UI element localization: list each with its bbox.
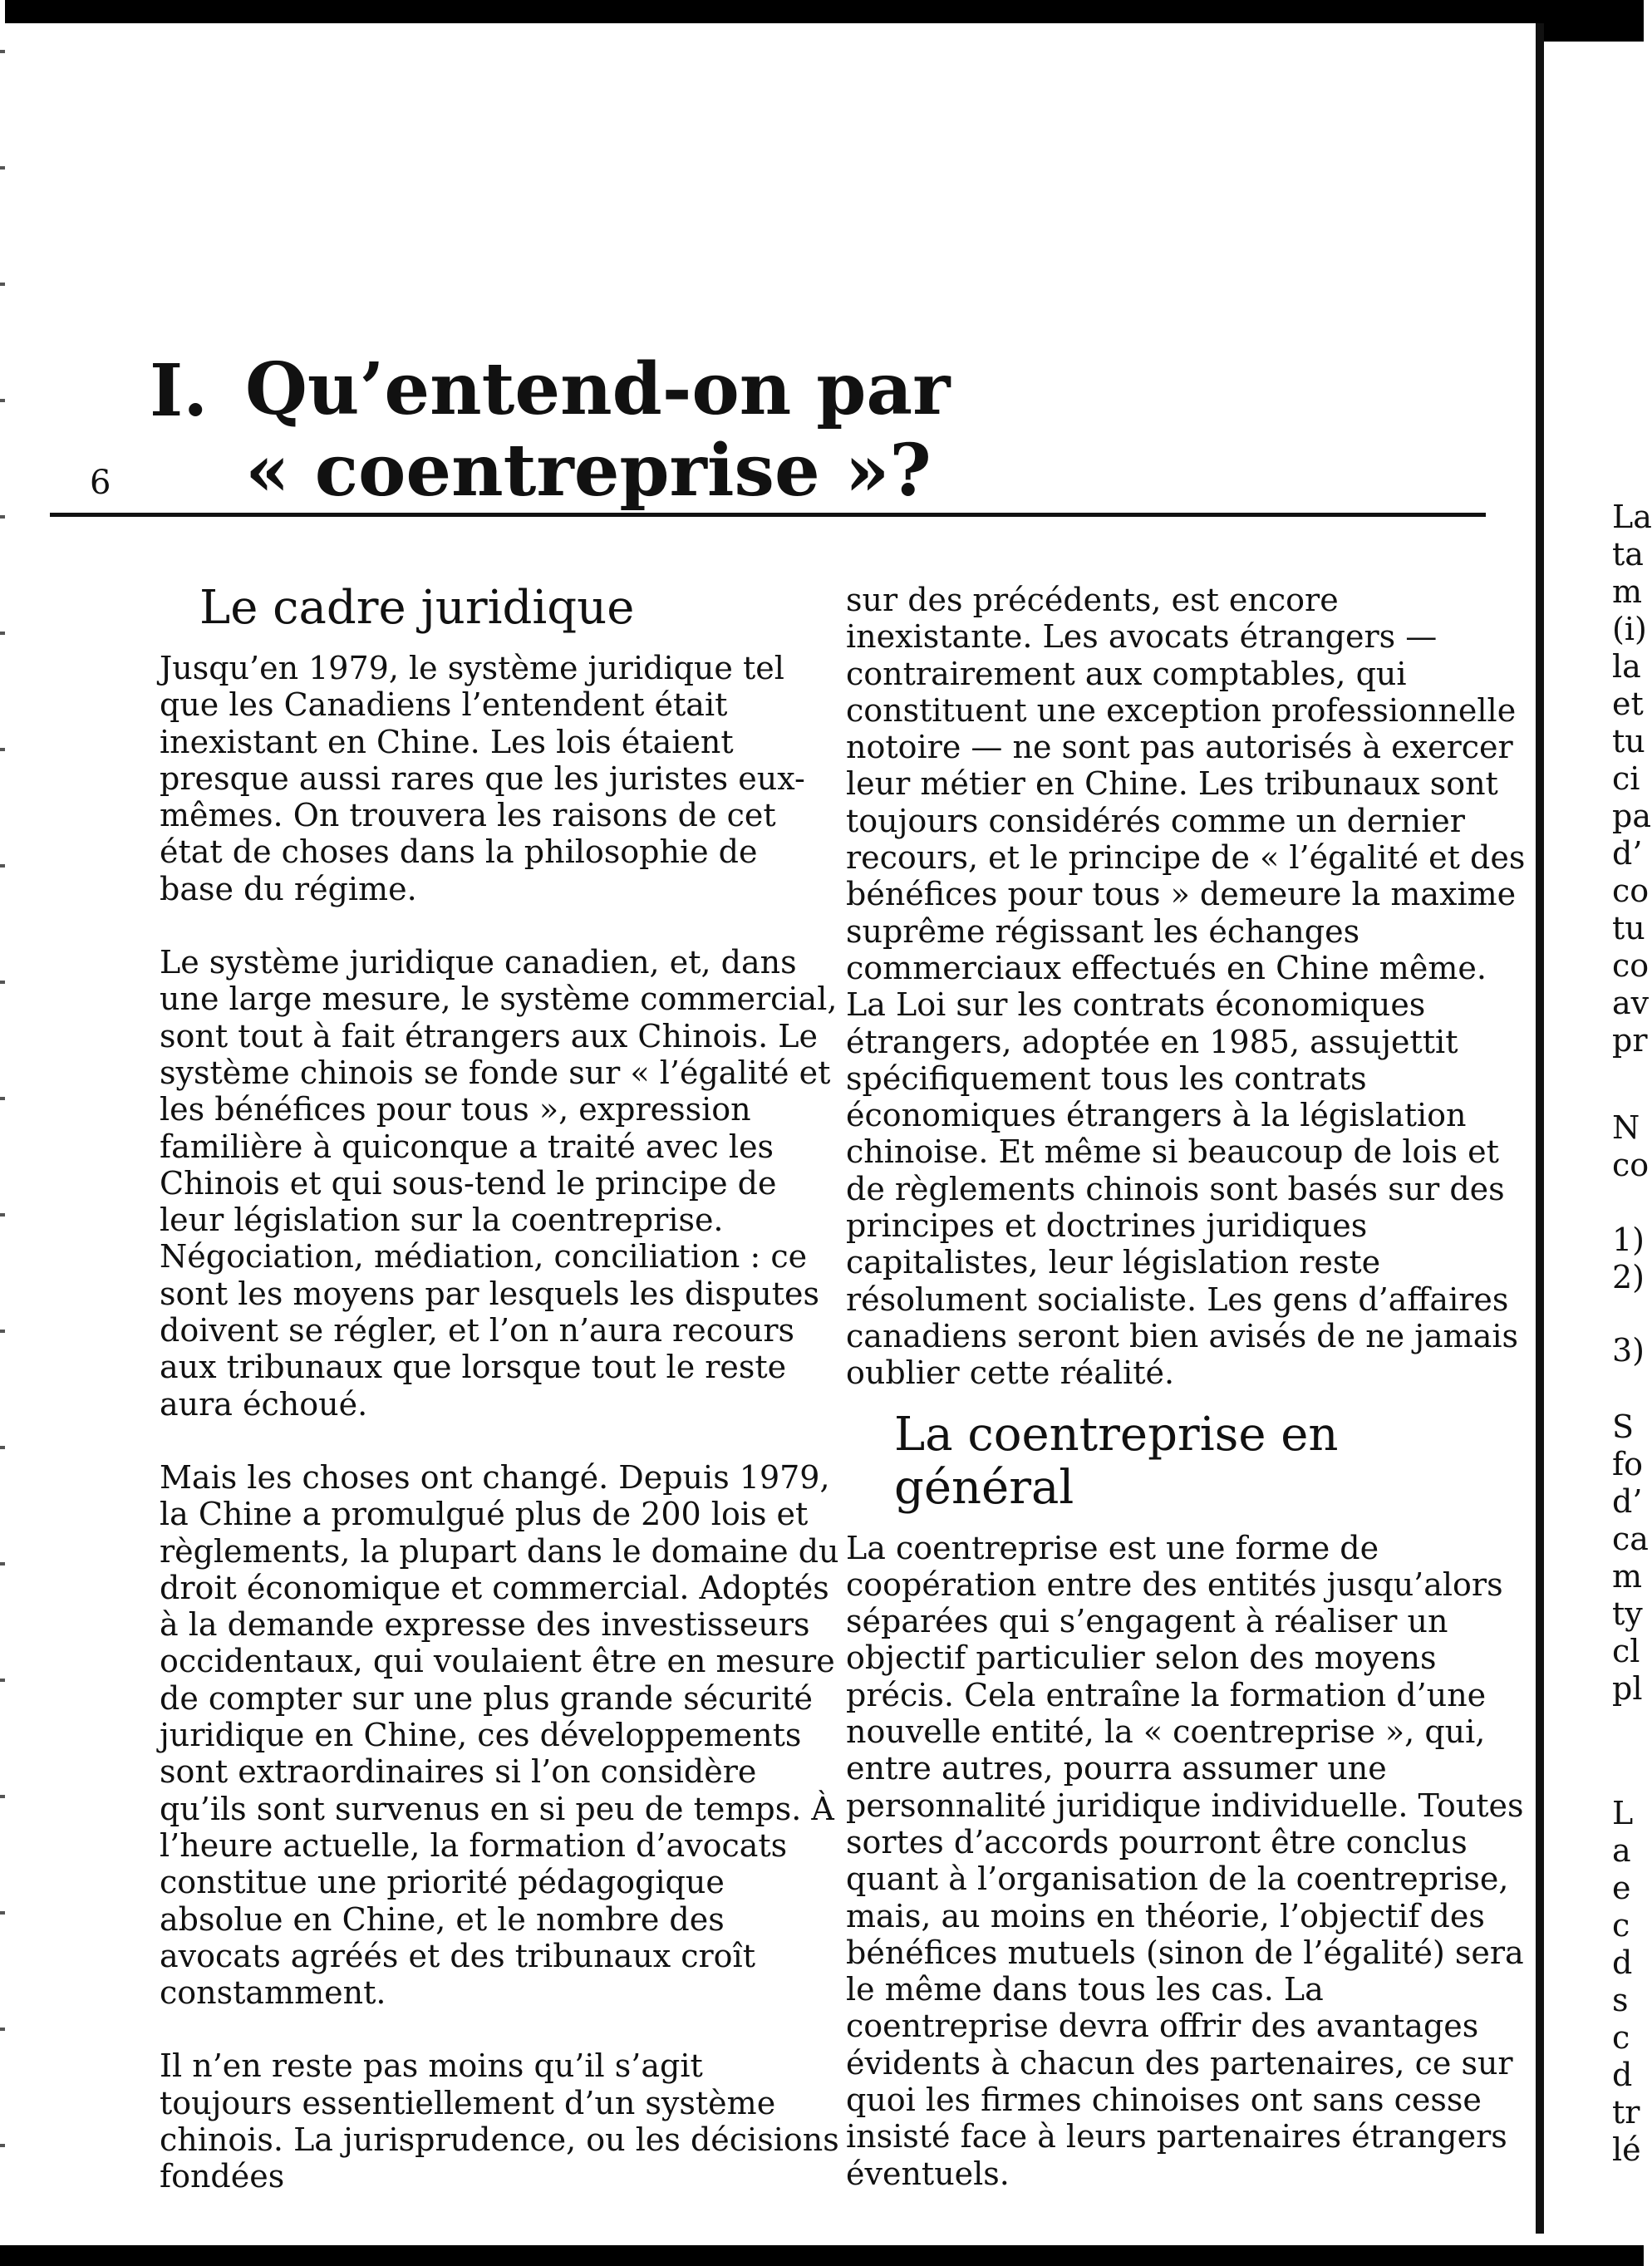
scan-top-edge bbox=[0, 0, 1644, 23]
facing-page-text-fragment: s bbox=[1612, 1982, 1629, 2018]
facing-page-text-fragment: a bbox=[1612, 1832, 1631, 1869]
left-column bbox=[160, 582, 841, 2232]
facing-page-text-fragment: ta bbox=[1612, 536, 1644, 573]
facing-page-fragments bbox=[1612, 0, 1652, 2266]
facing-page-text-fragment: d’ bbox=[1612, 1483, 1643, 1520]
paragraph: Mais les choses ont changé. Depuis 1979, la Chine a promulgué plus de 200 lois et règlements, la plupart dans le domaine du droit économique et commercial. Adoptés à la demande expresse des investisseurs occidentaux, qui voulaient être en mesure de compter sur une plus grande sécurité juridique en Chine, ces développements sont extraordinaires si l’on considère qu’ils sont survenus en si peu de temps. À l’heure actuelle, la formation d’avocats constitue une priorité pédagogique absolue en Chine, et le nombre des avocats agréés et des tribunaux croît constamment. bbox=[160, 1458, 839, 2012]
facing-page-text-fragment: L bbox=[1612, 1795, 1634, 1831]
paragraph: La coentreprise est une forme de coopération entre des entités jusqu’alors séparées qui s’engagent à réaliser un objectif particulier selon des moyens précis. Cela entraîne la formation d’une nouvelle entité, la « coentreprise », qui, entre autres, pourra assumer une personnalité juridique individuelle. Toutes sortes d’accords pourront être conclus quant à l’organisation de la coentreprise, mais, au moins en théorie, l’objectif des bénéfices mutuels (sinon de l’égalité) sera le même dans tous les cas. La coentreprise devra offrir des avantages évidents à chacun des partenaires, ce sur quoi les firmes chinoises ont sans cesse insisté face à leurs partenaires étrangers éventuels. bbox=[846, 1529, 1524, 2192]
facing-page-text-fragment: la bbox=[1612, 648, 1641, 685]
facing-page-text-fragment: tu bbox=[1612, 723, 1645, 759]
facing-page-text-fragment: 1) bbox=[1612, 1221, 1645, 1258]
facing-page-text-fragment: d’ bbox=[1612, 835, 1643, 872]
facing-page-text-fragment: co bbox=[1612, 872, 1650, 909]
facing-page-text-fragment: co bbox=[1612, 947, 1650, 984]
chapter-title-line-2: « coentreprise »? bbox=[245, 429, 932, 513]
facing-page-text-fragment: et bbox=[1612, 686, 1644, 722]
heading-rule bbox=[50, 513, 1486, 517]
chapter-number: I. bbox=[150, 349, 209, 433]
facing-page-text-fragment: m bbox=[1612, 1558, 1643, 1595]
paragraph: Jusqu’en 1979, le système juridique tel que les Canadiens l’entendent était inexistant en Chine. Les lois étaient presque aussi rares que les juristes eux-mêmes. On trouvera les raisons de cet état de choses dans la philosophie de base du régime. bbox=[160, 650, 805, 907]
page-gutter bbox=[1536, 23, 1544, 2234]
facing-page-text-fragment: m bbox=[1612, 573, 1643, 610]
scan-bottom-edge bbox=[0, 2245, 1644, 2266]
facing-page-text-fragment: tr bbox=[1612, 2094, 1640, 2131]
scan-left-edge bbox=[0, 0, 5, 2266]
section-heading-coentreprise-general: La coentreprise en général bbox=[894, 1407, 1339, 1515]
facing-page-text-fragment: pr bbox=[1612, 1022, 1648, 1059]
facing-page-text-fragment: c bbox=[1612, 2019, 1630, 2056]
paragraph: Le système juridique canadien, et, dans une large mesure, le système commercial, sont tout à fait étrangers aux Chinois. Le système chinois se fonde sur « l’égalité et les bénéfices pour tous », expression familière à quiconque a traité avec les Chinois et qui sous-tend le principe de leur législation sur la coentreprise. Négociation, médiation, conciliation : ce sont les moyens par lesquels les disputes doivent se régler, et l’on n’aura recours aux tribunaux que lorsque tout le reste aura échoué. bbox=[160, 944, 838, 1423]
facing-page-text-fragment: c bbox=[1612, 1907, 1630, 1944]
facing-page-text-fragment: av bbox=[1612, 985, 1650, 1021]
facing-page-text-fragment: pl bbox=[1612, 1670, 1643, 1707]
facing-page-text-fragment: 3) bbox=[1612, 1332, 1645, 1369]
facing-page-text-fragment: e bbox=[1612, 1870, 1631, 1906]
facing-page-text-fragment: d bbox=[1612, 2057, 1633, 2093]
page-number: 6 bbox=[90, 464, 111, 502]
chapter-title-line-1: Qu’entend-on par bbox=[245, 347, 951, 431]
facing-page-text-fragment: pa bbox=[1612, 798, 1651, 834]
facing-page-text-fragment: lé bbox=[1612, 2131, 1641, 2168]
facing-page-text-fragment: La bbox=[1612, 499, 1652, 535]
facing-page-text-fragment: ca bbox=[1612, 1521, 1649, 1557]
facing-page-text-fragment: tu bbox=[1612, 910, 1645, 946]
facing-page-text-fragment: co bbox=[1612, 1147, 1650, 1183]
middle-column bbox=[846, 582, 1527, 2229]
section-heading-cadre-juridique: Le cadre juridique bbox=[199, 581, 635, 635]
facing-page-text-fragment: fo bbox=[1612, 1446, 1643, 1482]
facing-page-text-fragment: (i) bbox=[1612, 611, 1647, 647]
chapter-title bbox=[245, 349, 950, 512]
facing-page-text-fragment: cl bbox=[1612, 1633, 1640, 1669]
facing-page-text-fragment: d bbox=[1612, 1944, 1633, 1981]
facing-page-text-fragment: ci bbox=[1612, 760, 1640, 797]
facing-page-text-fragment: 2) bbox=[1612, 1259, 1645, 1295]
facing-page-text-fragment: N bbox=[1612, 1109, 1640, 1146]
facing-page-text-fragment: ty bbox=[1612, 1595, 1643, 1632]
paragraph: Il n’en reste pas moins qu’il s’agit toujours essentiellement d’un système chinois. La jurisprudence, ou les décisions fondées bbox=[160, 2047, 839, 2195]
facing-page-text-fragment: S bbox=[1612, 1408, 1635, 1445]
paragraph-continued: sur des précédents, est encore inexistante. Les avocats étrangers — contrairement aux comptables, qui constituent une exception professionnelle notoire — ne sont pas autorisés à exercer leur métier en Chine. Les tribunaux sont toujours considérés comme un dernier recours, et le principe de « l’égalité et des bénéfices pour tous » demeure la maxime suprême régissant les échanges commerciaux effectués en Chine même. La Loi sur les contrats économiques étrangers, adoptée en 1985, assujettit spécifiquement tous les contrats économiques étrangers à la législation chinoise. Et même si beaucoup de lois et de règlements chinois sont basés sur des principes et doctrines juridiques capitalistes, leur législation reste résolument socialiste. Les gens d’affaires canadiens seront bien avisés de ne jamais oublier cette réalité. bbox=[846, 582, 1526, 1392]
